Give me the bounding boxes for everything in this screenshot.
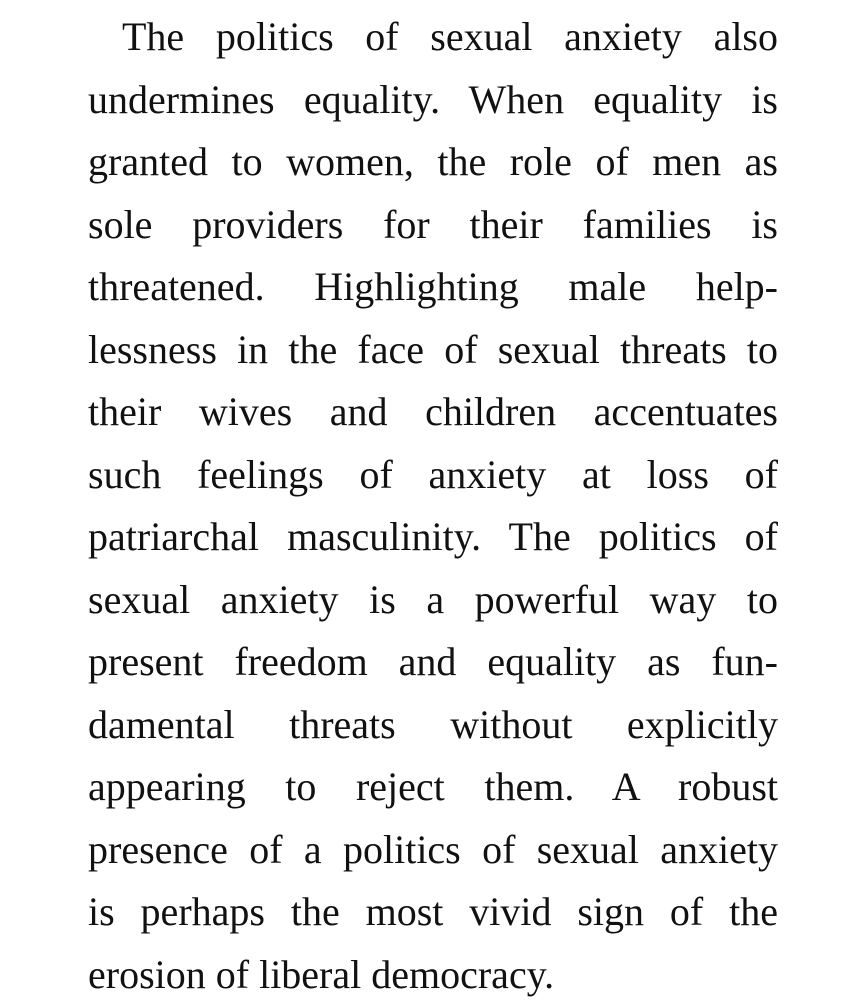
text-line: their wives and children accentuates	[88, 381, 778, 444]
text-line: presence of a politics of sexual anxiety	[88, 819, 778, 882]
text-line: The politics of sexual anxiety also	[88, 6, 778, 69]
text-line: undermines equality. When equality is	[88, 69, 778, 132]
paragraph	[88, 6, 778, 1006]
text-line: threatened. Highlighting male help-	[88, 256, 778, 319]
text-line: is perhaps the most vivid sign of the	[88, 881, 778, 944]
text-line: present freedom and equality as fun-	[88, 631, 778, 694]
text-line: sole providers for their families is	[88, 194, 778, 257]
text-line: sexual anxiety is a powerful way to	[88, 569, 778, 632]
text-line: such feelings of anxiety at loss of	[88, 444, 778, 507]
text-line: appearing to reject them. A robust	[88, 756, 778, 819]
text-line: damental threats without explicitly	[88, 694, 778, 757]
text-line: patriarchal masculinity. The politics of	[88, 506, 778, 569]
text-line: erosion of liberal democracy.	[88, 944, 778, 1006]
text-line: lessness in the face of sexual threats to	[88, 319, 778, 382]
text-line: granted to women, the role of men as	[88, 131, 778, 194]
book-page	[88, 6, 778, 1006]
